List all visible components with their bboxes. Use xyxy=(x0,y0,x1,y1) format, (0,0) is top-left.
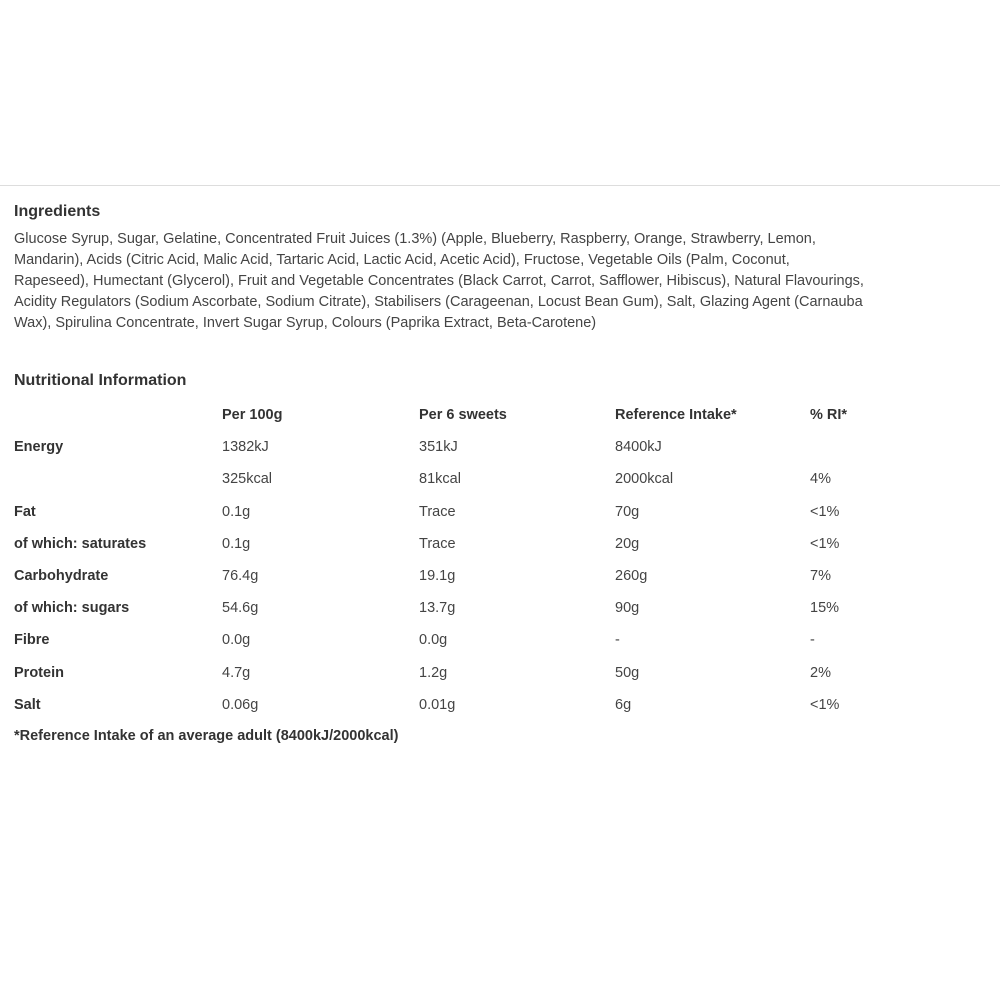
table-cell: Carbohydrate xyxy=(14,568,109,585)
table-cell xyxy=(14,463,222,495)
table-cell: 6g xyxy=(615,696,632,713)
table-cell: 0.06g xyxy=(222,696,259,713)
table-cell: <1% xyxy=(810,535,840,552)
nutrition-heading: Nutritional Information xyxy=(14,372,187,389)
nutrition-table xyxy=(14,399,930,721)
table-cell: 0.01g xyxy=(419,696,456,713)
table-cell: of which: saturates xyxy=(14,535,147,552)
table-row xyxy=(14,592,930,624)
table-cell: 20g xyxy=(615,535,640,552)
table-cell: Protein xyxy=(14,664,64,681)
table-cell: <1% xyxy=(810,503,840,520)
table-cell: 8400kJ xyxy=(615,439,662,456)
table-row xyxy=(14,431,930,463)
table-cell: - xyxy=(810,632,815,649)
table-cell: - xyxy=(615,632,620,649)
table-cell: Energy xyxy=(14,439,64,456)
table-cell: 0.1g xyxy=(222,503,251,520)
table-cell: 76.4g xyxy=(222,568,259,585)
table-cell: 54.6g xyxy=(222,600,259,617)
footnote: *Reference Intake of an average adult (8400kJ/2000kcal) xyxy=(14,728,399,744)
table-cell: 50g xyxy=(615,664,640,681)
table-cell: Fat xyxy=(14,503,36,520)
table-cell: Fibre xyxy=(14,632,50,649)
table-cell: 4% xyxy=(810,471,831,488)
table-row xyxy=(14,496,930,528)
table-cell: 0.1g xyxy=(222,535,251,552)
table-cell: <1% xyxy=(810,696,840,713)
table-cell xyxy=(14,399,222,431)
table-cell: Salt xyxy=(14,696,41,713)
section-divider xyxy=(0,185,1000,186)
table-row xyxy=(14,560,930,592)
ingredients-line: Mandarin), Acids (Citric Acid, Malic Acid, Tartaric Acid, Lactic Acid, Acetic Acid), Fructose, Vegetable Oils (Palm, Coconut, xyxy=(14,252,790,268)
table-cell: 260g xyxy=(615,568,648,585)
table-cell: of which: sugars xyxy=(14,600,130,617)
table-cell: 351kJ xyxy=(419,439,458,456)
ingredients-line: Wax), Spirulina Concentrate, Invert Sugar Syrup, Colours (Paprika Extract, Beta-Carotene) xyxy=(14,315,597,331)
table-cell: 0.0g xyxy=(419,632,448,649)
table-cell: 1382kJ xyxy=(222,439,269,456)
table-row xyxy=(14,528,930,560)
ingredients-text xyxy=(14,229,864,334)
table-cell: Per 100g xyxy=(222,407,283,424)
table-cell xyxy=(810,431,930,463)
table-cell: 325kcal xyxy=(222,471,272,488)
table-cell: 2% xyxy=(810,664,831,681)
table-cell: Trace xyxy=(419,503,456,520)
table-row xyxy=(14,657,930,689)
table-cell: 19.1g xyxy=(419,568,456,585)
table-cell: 15% xyxy=(810,600,840,617)
table-cell: 2000kcal xyxy=(615,471,674,488)
table-header-row xyxy=(14,399,930,431)
ingredients-line: Rapeseed), Humectant (Glycerol), Fruit and Vegetable Concentrates (Black Carrot, Carrot, Safflower, Hibiscus), Natural Flavourings, xyxy=(14,273,864,289)
table-row xyxy=(14,463,930,495)
table-cell: 0.0g xyxy=(222,632,251,649)
table-cell: Trace xyxy=(419,535,456,552)
table-row xyxy=(14,624,930,656)
table-cell: 7% xyxy=(810,568,831,585)
table-cell: 70g xyxy=(615,503,640,520)
table-cell: % RI* xyxy=(810,407,848,424)
table-cell: 1.2g xyxy=(419,664,448,681)
ingredients-line: Glucose Syrup, Sugar, Gelatine, Concentrated Fruit Juices (1.3%) (Apple, Blueberry, Raspberry, Orange, Strawberry, Lemon, xyxy=(14,231,816,247)
table-cell: 90g xyxy=(615,600,640,617)
table-row xyxy=(14,689,930,721)
table-cell: 13.7g xyxy=(419,600,456,617)
table-cell: Per 6 sweets xyxy=(419,407,507,424)
table-cell: 4.7g xyxy=(222,664,251,681)
table-cell: Reference Intake* xyxy=(615,407,737,424)
ingredients-line: Acidity Regulators (Sodium Ascorbate, Sodium Citrate), Stabilisers (Carageenan, Locust Bean Gum), Salt, Glazing Agent (Carnauba xyxy=(14,294,863,310)
table-cell: 81kcal xyxy=(419,471,461,488)
ingredients-heading: Ingredients xyxy=(14,203,101,220)
